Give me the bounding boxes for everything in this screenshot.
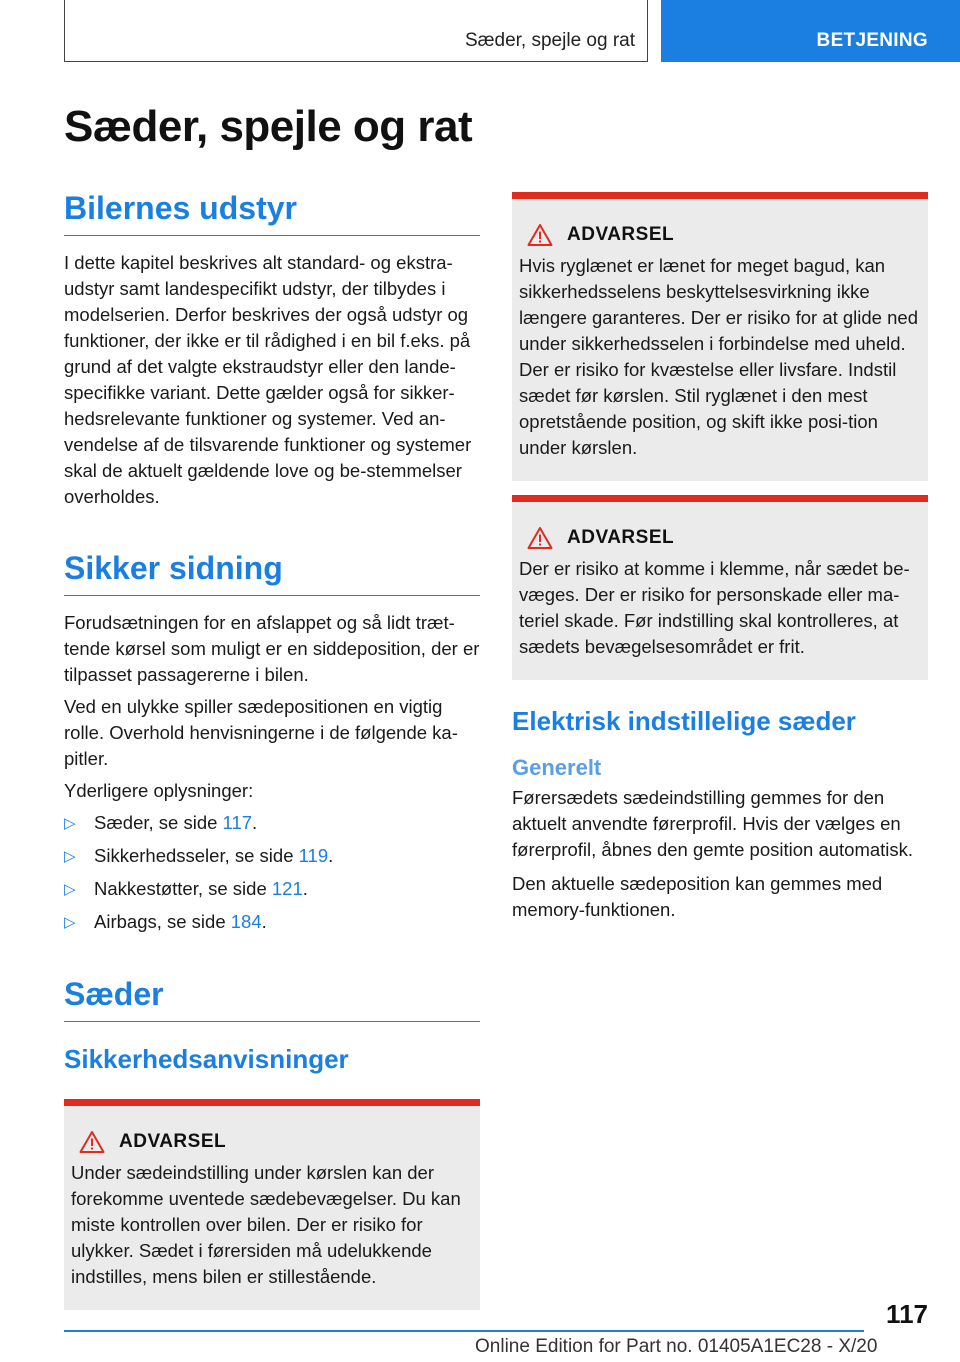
page-link[interactable]: 184 [230, 911, 262, 932]
ref-text: Sikkerhedsseler, se side [94, 845, 299, 866]
ref-text: Sæder, se side [94, 812, 223, 833]
warning-triangle-icon [79, 1130, 105, 1154]
paragraph-sidning-1: Forudsætningen for en afslappet og så lidt træt-tende kørsel som muligt er en siddeposition, der er tilpasset passagererne i bilen. [64, 612, 480, 685]
page-link[interactable]: 117 [222, 812, 253, 833]
reference-list [64, 810, 480, 936]
warning-text: Der er risiko at komme i klemme, når sædet be-væges. Der er risiko for personskade eller ma-teriel skade. Før indstilling skal kontrolleres, at sædets bevægelsesområdet er frit. [519, 558, 910, 657]
paragraph-generelt-2: Den aktuelle sædeposition kan gemmes med memory-funktionen. [512, 873, 883, 920]
page-link[interactable]: 121 [271, 878, 303, 899]
ref-end: . [261, 911, 267, 932]
ref-end: . [302, 878, 308, 899]
ref-text: Nakkestøtter, se side [94, 878, 272, 899]
paragraph-sidning-3: Yderligere oplysninger: [64, 780, 254, 801]
footer-edition-text: Online Edition for Part no. 01405A1EC28 - X/20 [475, 1336, 878, 1357]
list-item [64, 909, 480, 936]
warning-text: Under sædeindstilling under kørslen kan der forekomme uventede sædebevægelser. Du kan miste kontrollen over bilen. Der er risiko for ulykker. Sædet i førersiden må udelukkende indstilles, mens bilen er stillestående. [71, 1162, 461, 1287]
warning-box [512, 495, 928, 680]
heading-saeder: Sæder [64, 976, 480, 1022]
heading-generelt: Generelt [512, 755, 602, 780]
triangle-right-icon: ▷ [64, 881, 76, 898]
heading-sikkerhedsanvisninger: Sikkerhedsanvisninger [64, 1044, 349, 1074]
heading-elektrisk-saeder: Elektrisk indstillelige sæder [512, 706, 856, 736]
ref-text: Airbags, se side [94, 911, 231, 932]
page-title: Sæder, spejle og rat [64, 102, 473, 151]
page-link[interactable]: 119 [298, 845, 329, 866]
paragraph-udstyr: I dette kapitel beskrives alt standard- og ekstra-udstyr samt landespecifikt udstyr, der tilbydes i modelserien. Derfor beskrives der også udstyr og funktioner, der ikke er til rådighed i en bil f.eks. på grund af det valgte ekstraudstyr eller den lande-specifikke variant. Dette gælder også for sikker-hedsrelevante funktioner og systemer. Ved an-vendelse af de tilsvarende funktioner og systemer skal de aktuelt gældende love og be-stemmelser overholdes. [64, 252, 472, 507]
triangle-right-icon: ▷ [64, 815, 76, 832]
paragraph-sidning-2: Ved en ulykke spiller sædepositionen en vigtig rolle. Overhold henvisningerne i de følgende ka-pitler. [64, 696, 458, 769]
page-number: 117 [886, 1299, 928, 1329]
warning-triangle-icon [527, 223, 553, 247]
warning-box [512, 192, 928, 481]
right-column [512, 192, 928, 923]
warning-header [71, 1130, 473, 1154]
ref-end: . [328, 845, 334, 866]
triangle-right-icon: ▷ [64, 914, 76, 931]
warning-text: Hvis ryglænet er lænet for meget bagud, kan sikkerhedsselens beskyttelsesvirkning ikke længere garanteres. Der er risiko for at glide ned under sikkerhedsselen i forbindelse med uheld. Der er risiko for kvæstelse eller livsfare. Indstil sædet før kørslen. Stil ryglænet i den mest opretstående position, og skift ikke posi-tion under kørslen. [519, 255, 918, 458]
warning-label: ADVARSEL [119, 1131, 227, 1152]
header-box [64, 0, 648, 62]
warning-label: ADVARSEL [567, 527, 675, 548]
list-item [64, 843, 480, 870]
heading-sikker-sidning: Sikker sidning [64, 550, 480, 596]
triangle-right-icon: ▷ [64, 848, 76, 865]
paragraph-generelt-1: Førersædets sædeindstilling gemmes for den aktuelt anvendte førerprofil. Hvis der vælges en førerprofil, åbnes den gemte position automatisk. [512, 787, 914, 860]
list-item [64, 876, 480, 903]
heading-bilernes-udstyr: Bilernes udstyr [64, 190, 480, 236]
warning-header [519, 526, 921, 550]
warning-triangle-icon [527, 526, 553, 550]
warning-header [519, 223, 921, 247]
warning-box [64, 1099, 480, 1310]
header-chapter-title: Sæder, spejle og rat [464, 30, 635, 51]
header-section-tab[interactable] [661, 0, 960, 62]
list-item [64, 810, 480, 837]
warning-label: ADVARSEL [567, 224, 675, 245]
header-section-label: BETJENING [816, 30, 928, 51]
footer-rule [64, 1330, 864, 1332]
ref-end: . [252, 812, 258, 833]
left-column [64, 190, 480, 1310]
